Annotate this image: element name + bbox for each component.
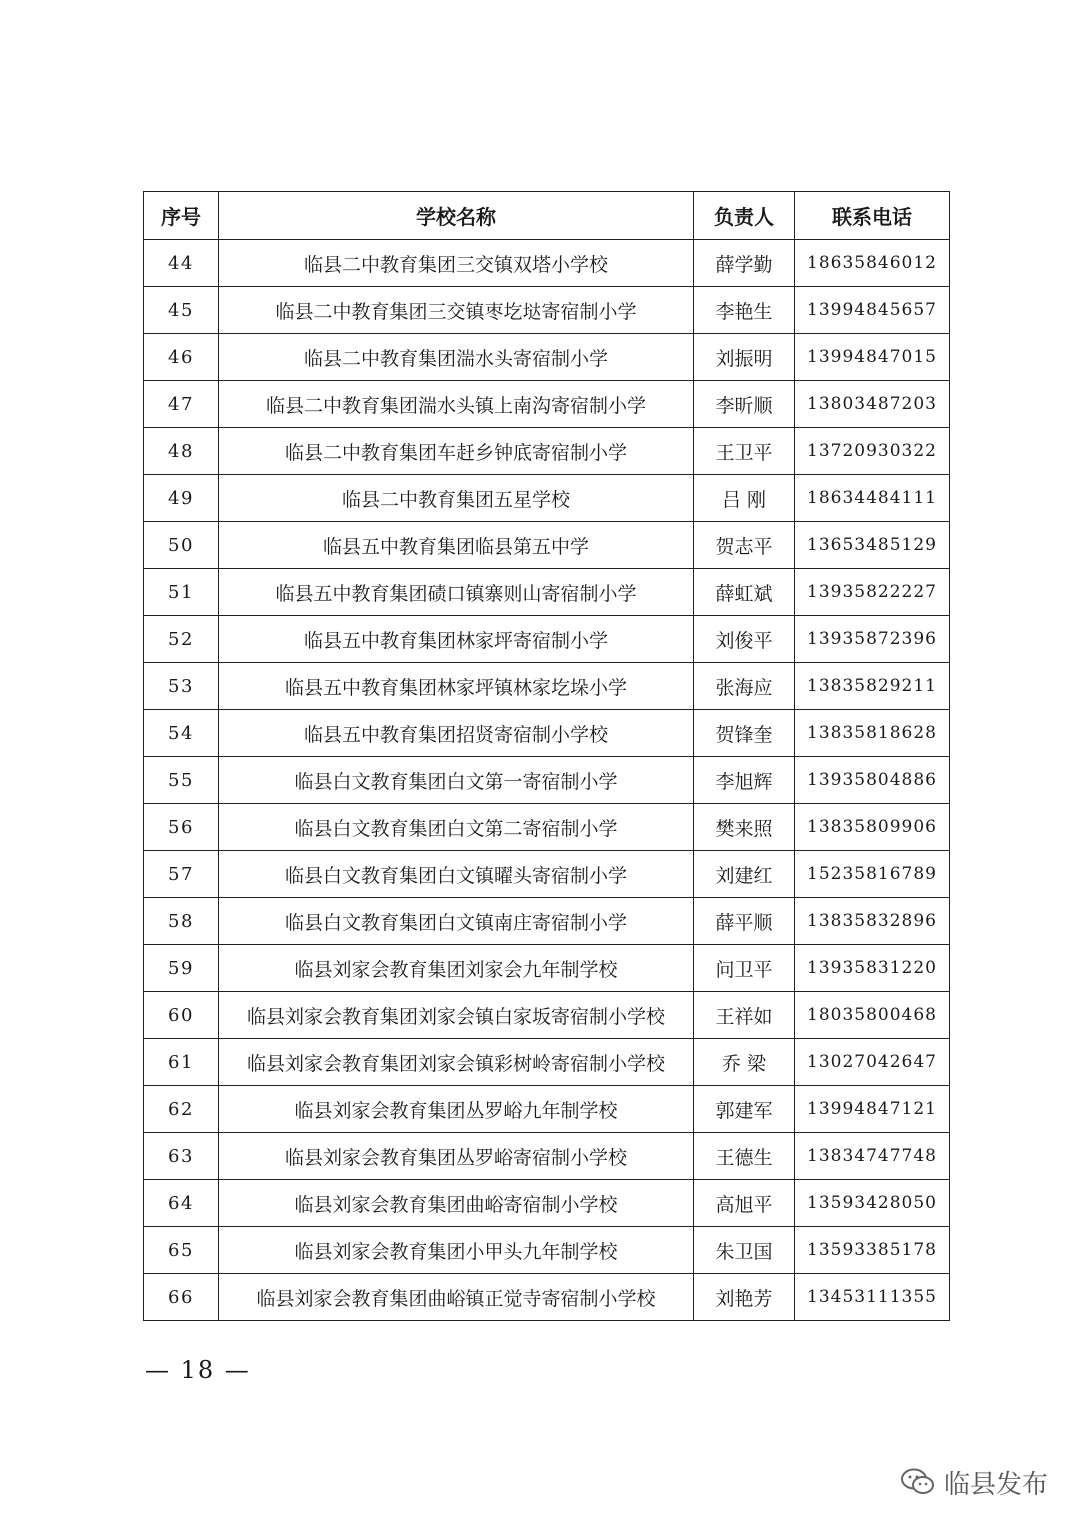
row-index: 60 (144, 992, 219, 1039)
row-index: 47 (144, 381, 219, 428)
row-index: 53 (144, 663, 219, 710)
phone-number: 13994845657 (795, 287, 950, 334)
contact-person: 吕 刚 (694, 475, 795, 522)
phone-number: 13935822227 (795, 569, 950, 616)
phone-number: 18635846012 (795, 240, 950, 287)
table-row (144, 1227, 950, 1274)
contact-person: 王德生 (694, 1133, 795, 1180)
phone-number: 13835818628 (795, 710, 950, 757)
row-index: 44 (144, 240, 219, 287)
header-school-name: 学校名称 (219, 192, 694, 240)
contact-person: 贺志平 (694, 522, 795, 569)
school-name: 临县刘家会教育集团刘家会九年制学校 (219, 945, 694, 992)
table-row (144, 428, 950, 475)
table-row (144, 710, 950, 757)
row-index: 62 (144, 1086, 219, 1133)
table-row (144, 381, 950, 428)
contact-person: 高旭平 (694, 1180, 795, 1227)
header-index: 序号 (144, 192, 219, 240)
contact-person: 乔 梁 (694, 1039, 795, 1086)
phone-number: 13653485129 (795, 522, 950, 569)
row-index: 61 (144, 1039, 219, 1086)
phone-number: 18634484111 (795, 475, 950, 522)
school-name: 临县白文教育集团白文第二寄宿制小学 (219, 804, 694, 851)
row-index: 51 (144, 569, 219, 616)
phone-number: 15235816789 (795, 851, 950, 898)
table-row (144, 945, 950, 992)
table-row (144, 1133, 950, 1180)
contact-person: 张海应 (694, 663, 795, 710)
school-name: 临县白文教育集团白文镇曜头寄宿制小学 (219, 851, 694, 898)
school-contact-table (143, 191, 950, 1321)
phone-number: 13935804886 (795, 757, 950, 804)
school-name: 临县二中教育集团湍水头镇上南沟寄宿制小学 (219, 381, 694, 428)
school-name: 临县刘家会教育集团刘家会镇彩树岭寄宿制小学校 (219, 1039, 694, 1086)
page-number: — 18 — (145, 1356, 251, 1384)
phone-number: 13593385178 (795, 1227, 950, 1274)
contact-person: 薛平顺 (694, 898, 795, 945)
row-index: 50 (144, 522, 219, 569)
contact-person: 刘振明 (694, 334, 795, 381)
row-index: 57 (144, 851, 219, 898)
school-name: 临县二中教育集团三交镇枣圪垯寄宿制小学 (219, 287, 694, 334)
school-name: 临县二中教育集团湍水头寄宿制小学 (219, 334, 694, 381)
school-name: 临县五中教育集团林家坪镇林家圪垛小学 (219, 663, 694, 710)
contact-person: 王卫平 (694, 428, 795, 475)
phone-number: 13935872396 (795, 616, 950, 663)
header-contact-person: 负责人 (694, 192, 795, 240)
phone-number: 13835829211 (795, 663, 950, 710)
contact-person: 刘俊平 (694, 616, 795, 663)
table-row (144, 475, 950, 522)
school-name: 临县刘家会教育集团丛罗峪九年制学校 (219, 1086, 694, 1133)
phone-number: 13720930322 (795, 428, 950, 475)
table-row (144, 1274, 950, 1321)
school-name: 临县刘家会教育集团曲峪寄宿制小学校 (219, 1180, 694, 1227)
table-row (144, 992, 950, 1039)
row-index: 63 (144, 1133, 219, 1180)
school-name: 临县二中教育集团车赶乡钟底寄宿制小学 (219, 428, 694, 475)
row-index: 66 (144, 1274, 219, 1321)
table-row (144, 616, 950, 663)
contact-person: 薛虹斌 (694, 569, 795, 616)
header-phone: 联系电话 (795, 192, 950, 240)
phone-number: 13994847015 (795, 334, 950, 381)
wechat-icon (900, 1467, 936, 1497)
table-row (144, 1039, 950, 1086)
school-name: 临县刘家会教育集团丛罗峪寄宿制小学校 (219, 1133, 694, 1180)
school-name: 临县二中教育集团五星学校 (219, 475, 694, 522)
school-name: 临县白文教育集团白文第一寄宿制小学 (219, 757, 694, 804)
row-index: 46 (144, 334, 219, 381)
contact-person: 薛学勤 (694, 240, 795, 287)
school-name: 临县二中教育集团三交镇双塔小学校 (219, 240, 694, 287)
phone-number: 13994847121 (795, 1086, 950, 1133)
contact-person: 刘艳芳 (694, 1274, 795, 1321)
school-name: 临县五中教育集团招贤寄宿制小学校 (219, 710, 694, 757)
school-name: 临县刘家会教育集团小甲头九年制学校 (219, 1227, 694, 1274)
row-index: 45 (144, 287, 219, 334)
school-name: 临县白文教育集团白文镇南庄寄宿制小学 (219, 898, 694, 945)
row-index: 58 (144, 898, 219, 945)
contact-person: 李艳生 (694, 287, 795, 334)
row-index: 65 (144, 1227, 219, 1274)
contact-person: 郭建军 (694, 1086, 795, 1133)
phone-number: 18035800468 (795, 992, 950, 1039)
contact-person: 李昕顺 (694, 381, 795, 428)
phone-number: 13935831220 (795, 945, 950, 992)
table-row (144, 898, 950, 945)
phone-number: 13834747748 (795, 1133, 950, 1180)
school-name: 临县刘家会教育集团曲峪镇正觉寺寄宿制小学校 (219, 1274, 694, 1321)
school-name: 临县五中教育集团碛口镇寨则山寄宿制小学 (219, 569, 694, 616)
row-index: 49 (144, 475, 219, 522)
row-index: 55 (144, 757, 219, 804)
table-header-row (144, 192, 950, 240)
watermark (900, 1462, 1048, 1502)
table-row (144, 287, 950, 334)
phone-number: 13027042647 (795, 1039, 950, 1086)
contact-person: 李旭辉 (694, 757, 795, 804)
row-index: 56 (144, 804, 219, 851)
table-row (144, 1180, 950, 1227)
contact-person: 刘建红 (694, 851, 795, 898)
contact-person: 问卫平 (694, 945, 795, 992)
contact-person: 朱卫国 (694, 1227, 795, 1274)
watermark-text: 临县发布 (944, 1469, 1049, 1500)
table-row (144, 569, 950, 616)
table-row (144, 851, 950, 898)
table-body (144, 240, 950, 1321)
table-row (144, 334, 950, 381)
phone-number: 13453111355 (795, 1274, 950, 1321)
table-row (144, 1086, 950, 1133)
contact-person: 贺锋奎 (694, 710, 795, 757)
phone-number: 13835832896 (795, 898, 950, 945)
contact-person: 樊来照 (694, 804, 795, 851)
row-index: 64 (144, 1180, 219, 1227)
table-row (144, 804, 950, 851)
school-name: 临县五中教育集团林家坪寄宿制小学 (219, 616, 694, 663)
row-index: 48 (144, 428, 219, 475)
row-index: 59 (144, 945, 219, 992)
row-index: 54 (144, 710, 219, 757)
contact-person: 王祥如 (694, 992, 795, 1039)
table-row (144, 663, 950, 710)
school-name: 临县刘家会教育集团刘家会镇白家坂寄宿制小学校 (219, 992, 694, 1039)
phone-number: 13593428050 (795, 1180, 950, 1227)
table-row (144, 522, 950, 569)
phone-number: 13803487203 (795, 381, 950, 428)
table-row (144, 240, 950, 287)
school-name: 临县五中教育集团临县第五中学 (219, 522, 694, 569)
table-row (144, 757, 950, 804)
row-index: 52 (144, 616, 219, 663)
phone-number: 13835809906 (795, 804, 950, 851)
